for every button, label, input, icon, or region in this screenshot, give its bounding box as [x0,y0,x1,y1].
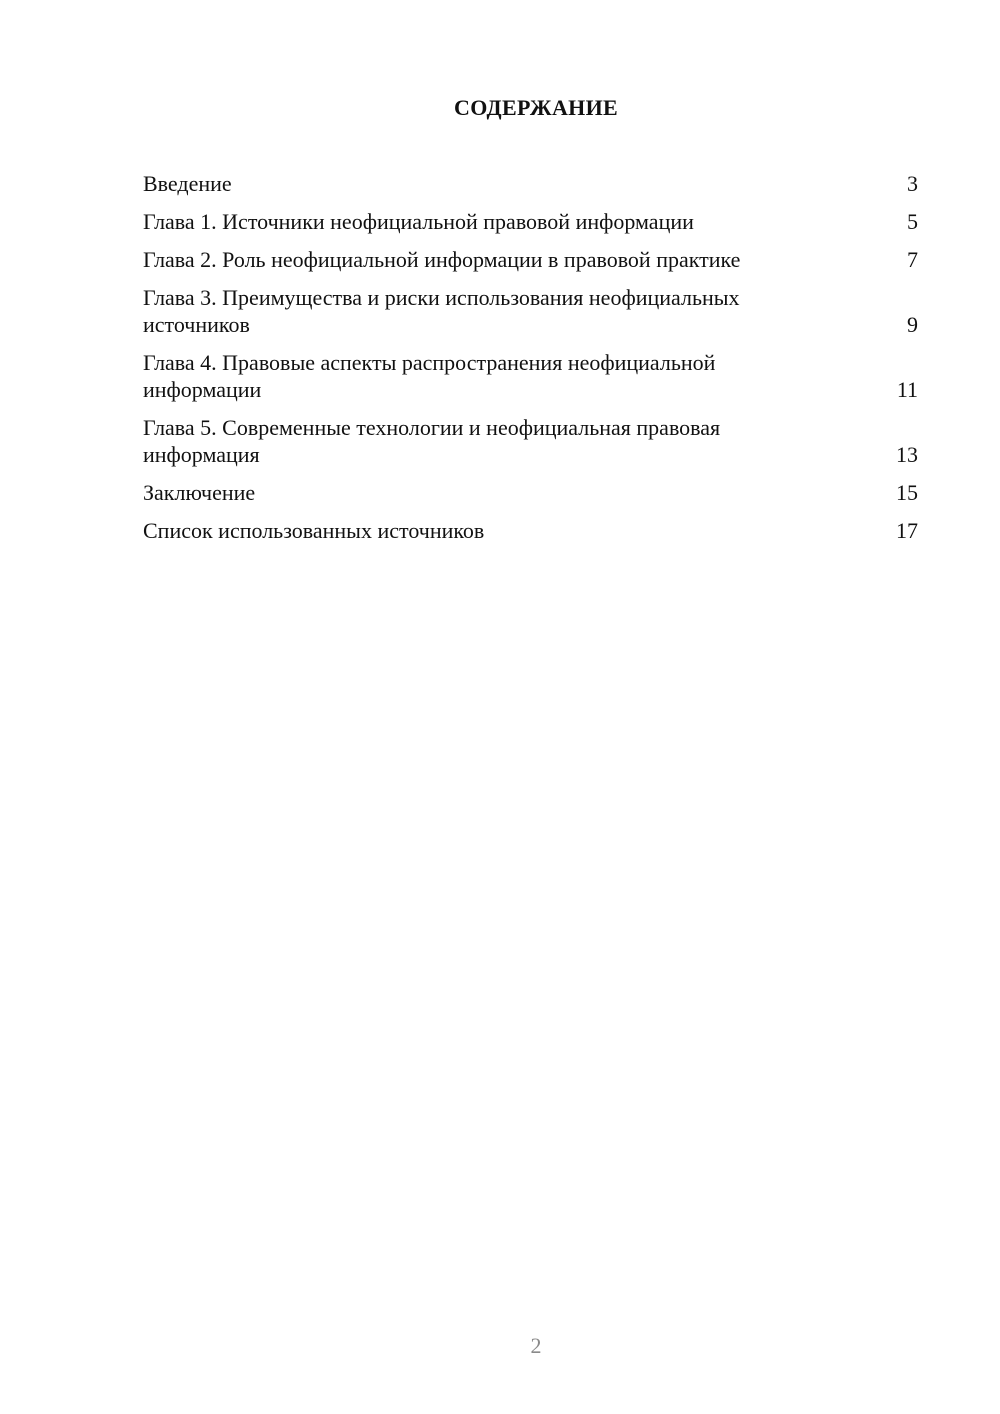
toc-entry-page: 7 [907,247,918,272]
toc-entry-conclusion[interactable] [143,479,918,506]
toc-entry-page: 13 [896,442,918,467]
toc-entry-page: 3 [907,171,918,196]
toc-entry-text: Глава 2. Роль неофициальной информации в правовой практике [143,247,741,272]
page-number: 2 [530,1333,542,1358]
toc-entry-page: 11 [896,377,918,402]
toc-entry-text: Заключение [143,480,256,505]
toc-entry-chapter-5[interactable] [143,414,918,468]
toc-entry-page: 9 [907,312,918,337]
toc-entry-page: 17 [896,518,918,543]
table-of-contents [143,170,918,555]
toc-entry-introduction[interactable] [143,170,918,197]
toc-entry-chapter-3[interactable] [143,284,918,338]
toc-entry-references[interactable] [143,517,918,544]
toc-entry-chapter-2[interactable] [143,246,918,273]
toc-entry-text: Глава 4. Правовые аспекты распространения неофициальной информации [143,350,716,402]
page-title: СОДЕРЖАНИЕ [454,95,618,120]
toc-entry-chapter-4[interactable] [143,349,918,403]
toc-entry-text: Глава 1. Источники неофициальной правовой информации [143,209,694,234]
toc-entry-text: Глава 3. Преимущества и риски использования неофициальных источников [143,285,740,337]
toc-entry-chapter-1[interactable] [143,208,918,235]
toc-entry-page: 15 [896,480,918,505]
toc-entry-text: Список использованных источников [143,518,485,543]
toc-entry-text: Введение [143,171,232,196]
toc-entry-text: Глава 5. Современные технологии и неофициальная правовая информация [143,415,721,467]
toc-entry-page: 5 [907,209,918,234]
